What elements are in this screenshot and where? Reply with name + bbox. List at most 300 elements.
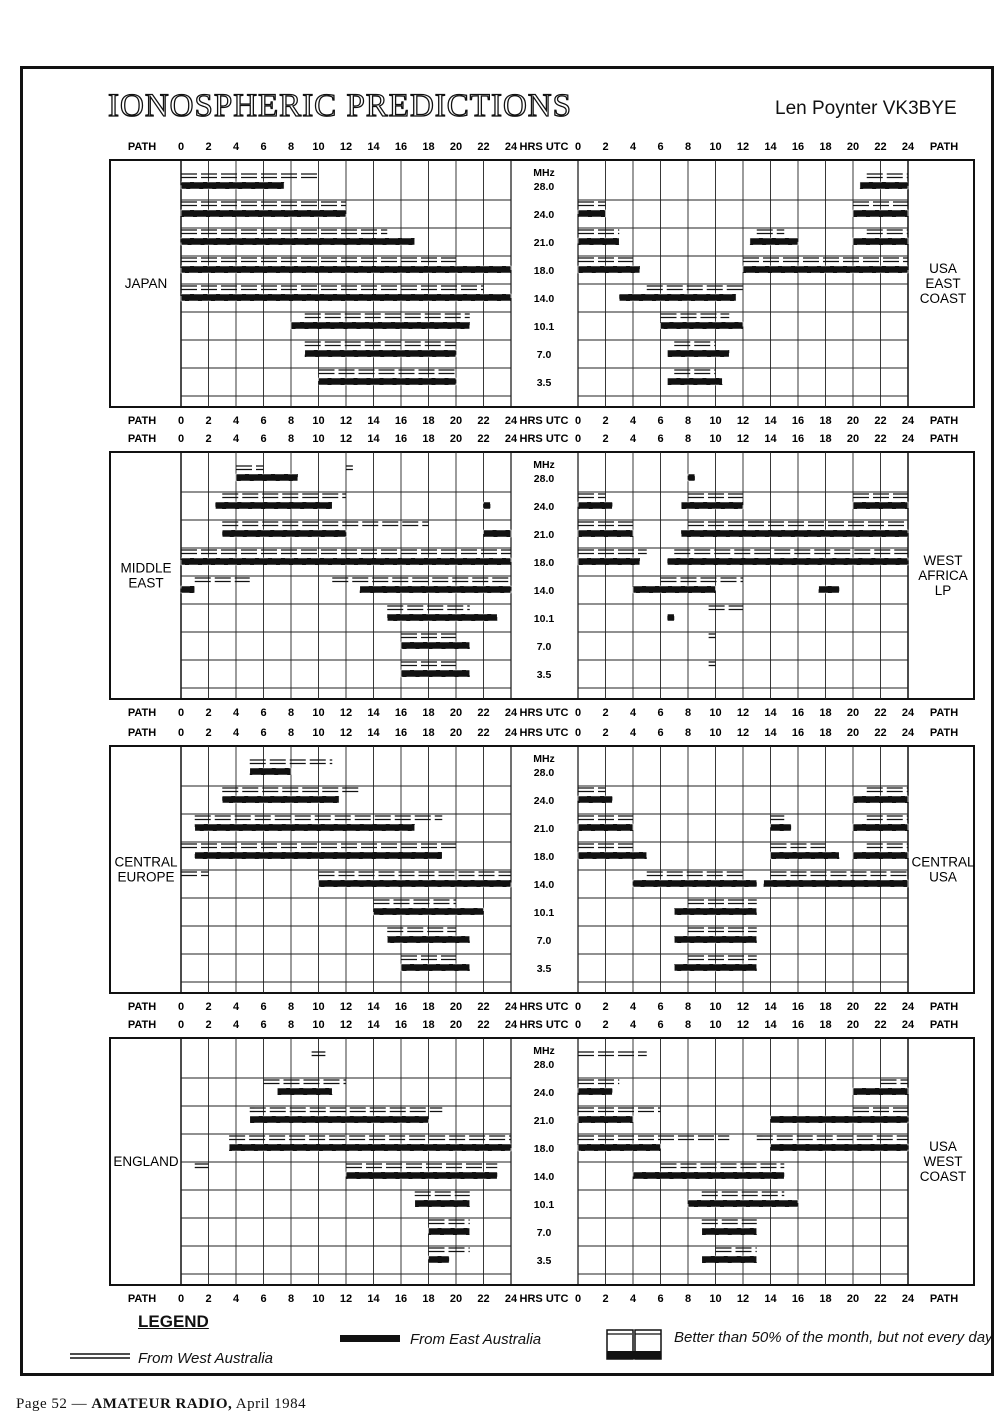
hour-tick-label: 12 [339,415,353,427]
hour-tick-label: 8 [287,707,295,719]
hrs-utc-label: HRS UTC [519,1001,569,1013]
hour-tick-label: 6 [260,1001,267,1013]
hour-tick-label: 4 [629,1293,637,1305]
path-label-bottom-right: PATH [929,707,959,719]
east-australia-bar [181,558,511,565]
hour-tick-label: 20 [846,415,860,427]
hour-tick-label: 10 [709,1001,722,1013]
east-australia-bar [250,1116,429,1123]
hour-tick-label: 12 [339,1001,353,1013]
hour-tick-label: 22 [477,1001,490,1013]
hour-tick-label: 18 [819,1293,832,1305]
hour-tick-label: 24 [504,727,518,739]
east-australia-bar [853,796,908,803]
path-label-top-left: PATH [127,1019,157,1031]
hour-tick-label: 20 [846,707,860,719]
east-australia-bar [633,586,716,593]
mhz-label: MHz [533,753,555,765]
hour-tick-label: 4 [629,1001,637,1013]
hour-tick-label: 10 [709,707,722,719]
footer-date: April 1984 [235,1396,307,1412]
hour-tick-label: 4 [232,1019,240,1031]
hour-tick-label: 16 [791,727,805,739]
east-australia-bar [346,1172,497,1179]
hour-tick-label: 8 [287,727,295,739]
east-australia-bar [429,1256,450,1263]
frequency-label: 14.0 [533,585,555,597]
title-text: IONOSPHERIC PREDICTIONS [108,88,572,124]
east-australia-bar [277,1088,332,1095]
hour-tick-label: 2 [205,141,212,153]
hour-tick-label: 22 [477,433,490,445]
path-label-bottom-left: PATH [127,707,157,719]
hour-tick-label: 12 [736,433,750,445]
right-path-name: WEST [923,553,963,568]
frequency-label: 3.5 [536,669,552,681]
hour-tick-label: 22 [874,707,887,719]
hour-tick-label: 6 [657,141,664,153]
hour-tick-label: 0 [574,1019,582,1031]
title-outline-text [106,84,646,124]
hour-tick-label: 14 [764,141,777,153]
frequency-label: 3.5 [536,963,552,975]
footer-page: Page 52 — [16,1396,88,1412]
left-path-name: ENGLAND [113,1154,179,1169]
hour-tick-label: 6 [260,727,267,739]
frequency-label: 18.0 [533,265,555,277]
hour-tick-label: 8 [684,415,692,427]
hour-tick-label: 22 [874,433,887,445]
hour-tick-label: 4 [629,707,637,719]
hour-tick-label: 6 [260,1293,267,1305]
east-australia-bar [674,964,757,971]
east-australia-bar [633,1172,784,1179]
hour-tick-label: 10 [709,1019,722,1031]
east-australia-bar [853,502,908,509]
right-path-name: USA [929,1139,957,1154]
hour-tick-label: 2 [602,141,609,153]
hour-tick-label: 6 [657,415,664,427]
frequency-label: 7.0 [536,349,552,361]
hour-tick-label: 16 [394,141,408,153]
hour-tick-label: 0 [177,415,185,427]
hour-tick-label: 8 [287,1001,295,1013]
hour-tick-label: 10 [709,1293,722,1305]
hour-tick-label: 16 [791,707,805,719]
east-australia-bar [181,182,284,189]
hour-tick-label: 22 [874,1293,887,1305]
mhz-label: MHz [533,167,555,179]
hour-tick-label: 14 [764,415,777,427]
author: Len Poynter VK3BYE [775,98,957,119]
path-label-bottom-left: PATH [127,1293,157,1305]
hour-tick-label: 20 [449,1001,463,1013]
east-australia-bar [401,642,470,649]
east-australia-bar [771,1144,909,1151]
east-australia-bar [578,1088,612,1095]
hour-tick-label: 8 [684,1001,692,1013]
east-australia-bar [578,558,640,565]
east-australia-bar [771,1116,909,1123]
east-australia-bar [578,210,606,217]
east-australia-bar [667,558,908,565]
hour-tick-label: 14 [764,433,777,445]
hour-tick-label: 2 [602,433,609,445]
hour-tick-label: 12 [339,433,353,445]
hour-tick-label: 12 [339,727,353,739]
hour-tick-label: 8 [287,1019,295,1031]
right-path-name: CENTRAL [911,854,975,870]
east-australia-bar [681,530,908,537]
hour-tick-label: 24 [901,727,915,739]
footer-magazine: AMATEUR RADIO, [91,1396,233,1412]
hour-tick-label: 4 [629,1019,637,1031]
hour-tick-label: 14 [367,1001,380,1013]
path-label-bottom-right: PATH [929,415,959,427]
hour-tick-label: 4 [629,727,637,739]
hour-tick-label: 14 [367,727,380,739]
hour-tick-label: 14 [367,1019,380,1031]
hour-tick-label: 16 [791,415,805,427]
ionospheric-chart-panel-4 [0,1016,1000,1308]
east-australia-bar [222,530,346,537]
east-australia-bar [688,474,695,481]
hour-tick-label: 24 [504,1019,518,1031]
east-australia-bar [181,266,511,273]
hour-tick-label: 18 [422,1001,435,1013]
hour-tick-label: 22 [477,727,490,739]
hour-tick-label: 0 [177,707,185,719]
east-australia-bar [374,908,484,915]
hour-tick-label: 4 [232,1001,240,1013]
hour-tick-label: 24 [504,141,518,153]
hour-tick-label: 8 [684,707,692,719]
hour-tick-label: 14 [764,1019,777,1031]
hour-tick-label: 12 [736,1001,750,1013]
hour-tick-label: 0 [177,433,185,445]
chart-frame [110,1038,974,1285]
hour-tick-label: 20 [846,141,860,153]
hour-tick-label: 4 [232,707,240,719]
hour-tick-label: 4 [232,1293,240,1305]
hour-tick-label: 8 [684,433,692,445]
hour-tick-label: 12 [736,727,750,739]
hour-tick-label: 14 [367,141,380,153]
path-label-top-right: PATH [929,433,959,445]
frequency-label: 10.1 [533,613,555,625]
hour-tick-label: 8 [287,415,295,427]
east-australia-bar [250,768,291,775]
east-australia-bar [401,670,470,677]
left-path-name: MIDDLE [120,560,172,576]
hour-tick-label: 22 [874,141,887,153]
frequency-label: 10.1 [533,1199,555,1211]
hour-tick-label: 18 [422,141,435,153]
ionospheric-chart-panel-1 [0,138,1000,430]
ionospheric-chart-panel-2 [0,430,1000,722]
hour-tick-label: 14 [367,415,380,427]
hour-tick-label: 12 [339,141,353,153]
hour-tick-label: 0 [574,141,582,153]
left-path-name: EAST [128,575,164,591]
hour-tick-label: 10 [312,1001,325,1013]
mhz-label: MHz [533,1045,555,1057]
hour-tick-label: 16 [791,1001,805,1013]
east-australia-bar [195,824,415,831]
hour-tick-label: 20 [846,1019,860,1031]
path-label-top-left: PATH [127,727,157,739]
hour-tick-label: 10 [709,433,722,445]
legend-west-label: From West Australia [138,1350,274,1367]
hour-tick-label: 6 [260,141,267,153]
east-australia-bar [619,294,736,301]
chart-frame [110,452,974,699]
hour-tick-label: 20 [846,727,860,739]
hour-tick-label: 16 [394,707,408,719]
hour-tick-label: 10 [312,707,325,719]
east-australia-bar [578,824,633,831]
hour-tick-label: 2 [205,727,212,739]
east-australia-bar [291,322,470,329]
hour-tick-label: 6 [657,1293,664,1305]
east-australia-bar [195,852,443,859]
legend-partial-label: Better than 50% of the month, but not every day [674,1329,993,1346]
hour-tick-label: 16 [791,433,805,445]
hour-tick-label: 2 [602,415,609,427]
left-path-name: CENTRAL [114,854,178,870]
hour-tick-label: 16 [394,415,408,427]
path-label-top-right: PATH [929,1019,959,1031]
east-australia-bar [702,1228,757,1235]
east-australia-bar [387,614,497,621]
east-australia-bar [484,530,512,537]
hour-tick-label: 10 [709,727,722,739]
east-australia-bar [578,238,619,245]
hour-tick-label: 14 [764,1001,777,1013]
east-australia-bar [674,908,757,915]
hour-tick-label: 12 [736,707,750,719]
hour-tick-label: 0 [574,1001,582,1013]
hrs-utc-label: HRS UTC [519,1293,569,1305]
hour-tick-label: 20 [449,727,463,739]
hour-tick-label: 2 [205,433,212,445]
hour-tick-label: 0 [574,433,582,445]
hour-tick-label: 0 [177,1001,185,1013]
hour-tick-label: 22 [874,1001,887,1013]
hour-tick-label: 12 [339,1019,353,1031]
frequency-label: 24.0 [533,501,555,513]
hour-tick-label: 24 [504,433,518,445]
path-label-bottom-left: PATH [127,415,157,427]
hour-tick-label: 24 [901,141,915,153]
hour-tick-label: 22 [477,1293,490,1305]
frequency-label: 28.0 [533,181,555,193]
east-australia-bar [819,586,840,593]
hour-tick-label: 22 [874,1019,887,1031]
chart-frame [110,746,974,993]
hour-tick-label: 0 [574,727,582,739]
right-path-name: LP [934,583,952,598]
hour-tick-label: 22 [477,707,490,719]
hrs-utc-label: HRS UTC [519,141,569,153]
frequency-label: 14.0 [533,879,555,891]
hour-tick-label: 22 [874,727,887,739]
east-australia-bar [578,852,647,859]
hour-tick-label: 18 [819,727,832,739]
east-australia-bar [667,350,729,357]
frequency-label: 10.1 [533,907,555,919]
hour-tick-label: 18 [819,415,832,427]
east-australia-bar [181,294,511,301]
east-australia-bar [702,1256,757,1263]
hour-tick-label: 6 [260,433,267,445]
hour-tick-label: 10 [312,727,325,739]
right-path-name: WEST [923,1154,963,1169]
hour-tick-label: 10 [312,141,325,153]
east-australia-bar [853,824,908,831]
east-australia-bar [578,1144,661,1151]
hour-tick-label: 6 [657,1019,664,1031]
hour-tick-label: 0 [177,1293,185,1305]
hour-tick-label: 6 [657,707,664,719]
hour-tick-label: 20 [449,707,463,719]
east-australia-bar [853,210,908,217]
east-australia-bar [401,964,470,971]
hour-tick-label: 18 [422,727,435,739]
east-australia-bar [578,266,640,273]
hour-tick-label: 10 [312,1019,325,1031]
path-label-top-left: PATH [127,141,157,153]
hour-tick-label: 18 [819,707,832,719]
east-australia-bar [750,238,798,245]
hour-tick-label: 2 [602,1019,609,1031]
east-australia-bar [853,1088,908,1095]
hour-tick-label: 20 [846,1001,860,1013]
hour-tick-label: 16 [791,141,805,153]
hour-tick-label: 12 [736,1019,750,1031]
hour-tick-label: 6 [657,727,664,739]
mhz-label: MHz [533,459,555,471]
hour-tick-label: 24 [901,1019,915,1031]
hrs-utc-label: HRS UTC [519,433,569,445]
hour-tick-label: 10 [312,415,325,427]
hour-tick-label: 24 [504,415,518,427]
frequency-label: 7.0 [536,1227,552,1239]
hour-tick-label: 4 [232,415,240,427]
east-australia-bar [181,586,195,593]
hour-tick-label: 18 [422,1293,435,1305]
legend-east-symbol [340,1333,400,1345]
hour-tick-label: 22 [477,141,490,153]
hour-tick-label: 14 [764,1293,777,1305]
hour-tick-label: 18 [422,707,435,719]
hour-tick-label: 6 [260,1019,267,1031]
hour-tick-label: 2 [205,1001,212,1013]
hour-tick-label: 18 [819,1001,832,1013]
frequency-label: 18.0 [533,1143,555,1155]
hour-tick-label: 0 [574,1293,582,1305]
frequency-label: 28.0 [533,1059,555,1071]
east-australia-bar [688,1200,798,1207]
hour-tick-label: 16 [394,1293,408,1305]
east-australia-bar [661,322,744,329]
hour-tick-label: 0 [177,1019,185,1031]
hour-tick-label: 12 [736,141,750,153]
east-australia-bar [578,1116,633,1123]
ionospheric-chart-panel-3 [0,724,1000,1016]
hour-tick-label: 20 [449,415,463,427]
hour-tick-label: 2 [205,1019,212,1031]
east-australia-bar [181,238,415,245]
east-australia-bar [387,936,470,943]
east-australia-bar [578,530,633,537]
east-australia-bar [674,936,757,943]
hour-tick-label: 2 [205,1293,212,1305]
hour-tick-label: 16 [791,1019,805,1031]
right-path-name: EAST [925,276,961,291]
frequency-label: 21.0 [533,823,555,835]
hour-tick-label: 18 [819,141,832,153]
east-australia-bar [222,796,339,803]
east-australia-bar [319,378,457,385]
hour-tick-label: 6 [260,707,267,719]
hour-tick-label: 0 [574,707,582,719]
hour-tick-label: 22 [477,1019,490,1031]
east-australia-bar [853,852,908,859]
east-australia-bar [229,1144,511,1151]
right-path-name: AFRICA [918,568,968,583]
east-australia-bar [578,502,612,509]
frequency-label: 14.0 [533,293,555,305]
east-australia-bar [764,880,908,887]
east-australia-bar [319,880,512,887]
path-label-bottom-right: PATH [929,1293,959,1305]
hour-tick-label: 4 [232,433,240,445]
hour-tick-label: 12 [736,1293,750,1305]
east-australia-bar [681,502,743,509]
frequency-label: 24.0 [533,1087,555,1099]
hour-tick-label: 12 [339,707,353,719]
hour-tick-label: 6 [657,433,664,445]
frequency-label: 21.0 [533,529,555,541]
page-title [106,84,646,124]
hour-tick-label: 22 [874,415,887,427]
chart-frame [110,160,974,407]
frequency-label: 7.0 [536,935,552,947]
hour-tick-label: 18 [422,415,435,427]
hour-tick-label: 2 [602,727,609,739]
east-australia-bar [415,1200,470,1207]
hour-tick-label: 4 [629,433,637,445]
hour-tick-label: 12 [339,1293,353,1305]
legend-west-symbol [70,1352,130,1362]
hour-tick-label: 14 [764,727,777,739]
hrs-utc-label: HRS UTC [519,415,569,427]
hour-tick-label: 16 [394,433,408,445]
east-australia-bar [771,852,840,859]
right-path-name: COAST [919,291,967,306]
hour-tick-label: 24 [504,707,518,719]
east-australia-bar [484,502,491,509]
east-australia-bar [360,586,511,593]
hour-tick-label: 24 [901,415,915,427]
east-australia-bar [667,614,674,621]
hour-tick-label: 10 [312,1293,325,1305]
frequency-label: 18.0 [533,557,555,569]
hour-tick-label: 4 [232,727,240,739]
hour-tick-label: 6 [260,415,267,427]
legend-east-label: From East Australia [410,1331,542,1348]
